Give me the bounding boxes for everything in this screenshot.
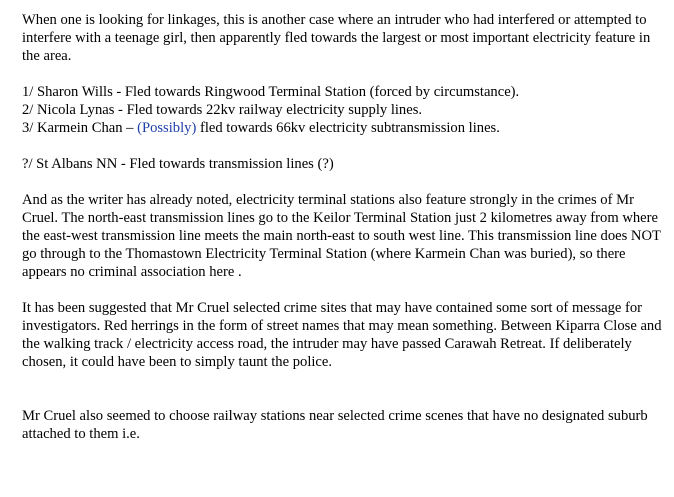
- red-herrings-paragraph: It has been suggested that Mr Cruel selected crime sites that may have contained some sort of message for investigators. Red herrings in the form of street names that may mean something. Between Kiparra Close and the walking track / electricity access road, the intruder may have passed Carawah Retreat. If deliberately chosen, it could have been to simply taunt the police.: [22, 300, 662, 370]
- list-item-3: [22, 119, 662, 137]
- spacer: [22, 137, 662, 155]
- list-item-2: 2/ Nicola Lynas - Fled towards 22kv railway electricity supply lines.: [22, 102, 423, 118]
- list-item-1: 1/ Sharon Wills - Fled towards Ringwood Terminal Station (forced by circumstance).: [22, 84, 520, 100]
- possibly-highlight: (Possibly): [137, 120, 197, 136]
- terminal-stations-paragraph: And as the writer has already noted, electricity terminal stations also feature strongly in the crimes of Mr Cruel. The north-east transmission lines go to the Keilor Terminal Station just 2 kilometres away from where the east-west transmission line meets the main north-east to south west line. This transmission line does NOT go through to the Thomastown Electricity Terminal Station (where Karmein Chan was buried), so there appears no criminal association here .: [22, 192, 661, 280]
- spacer: [22, 173, 662, 191]
- spacer: [22, 65, 662, 83]
- railway-paragraph: Mr Cruel also seemed to choose railway stations near selected crime scenes that have no designated suburb attached to them i.e.: [22, 408, 648, 442]
- document-body: [22, 11, 662, 443]
- spacer: [22, 281, 662, 299]
- intro-paragraph: When one is looking for linkages, this is another case where an intruder who had interfered or attempted to interfere with a teenage girl, then apparently fled towards the largest or most important electricity feature in the area.: [22, 12, 651, 64]
- list-item-3-label: 3/ Karmein Chan –: [22, 120, 138, 136]
- list-item-3-rest: fled towards 66kv electricity subtransmission lines.: [196, 120, 500, 136]
- spacer: [22, 371, 662, 407]
- st-albans-item: ?/ St Albans NN - Fled towards transmission lines (?): [22, 156, 334, 172]
